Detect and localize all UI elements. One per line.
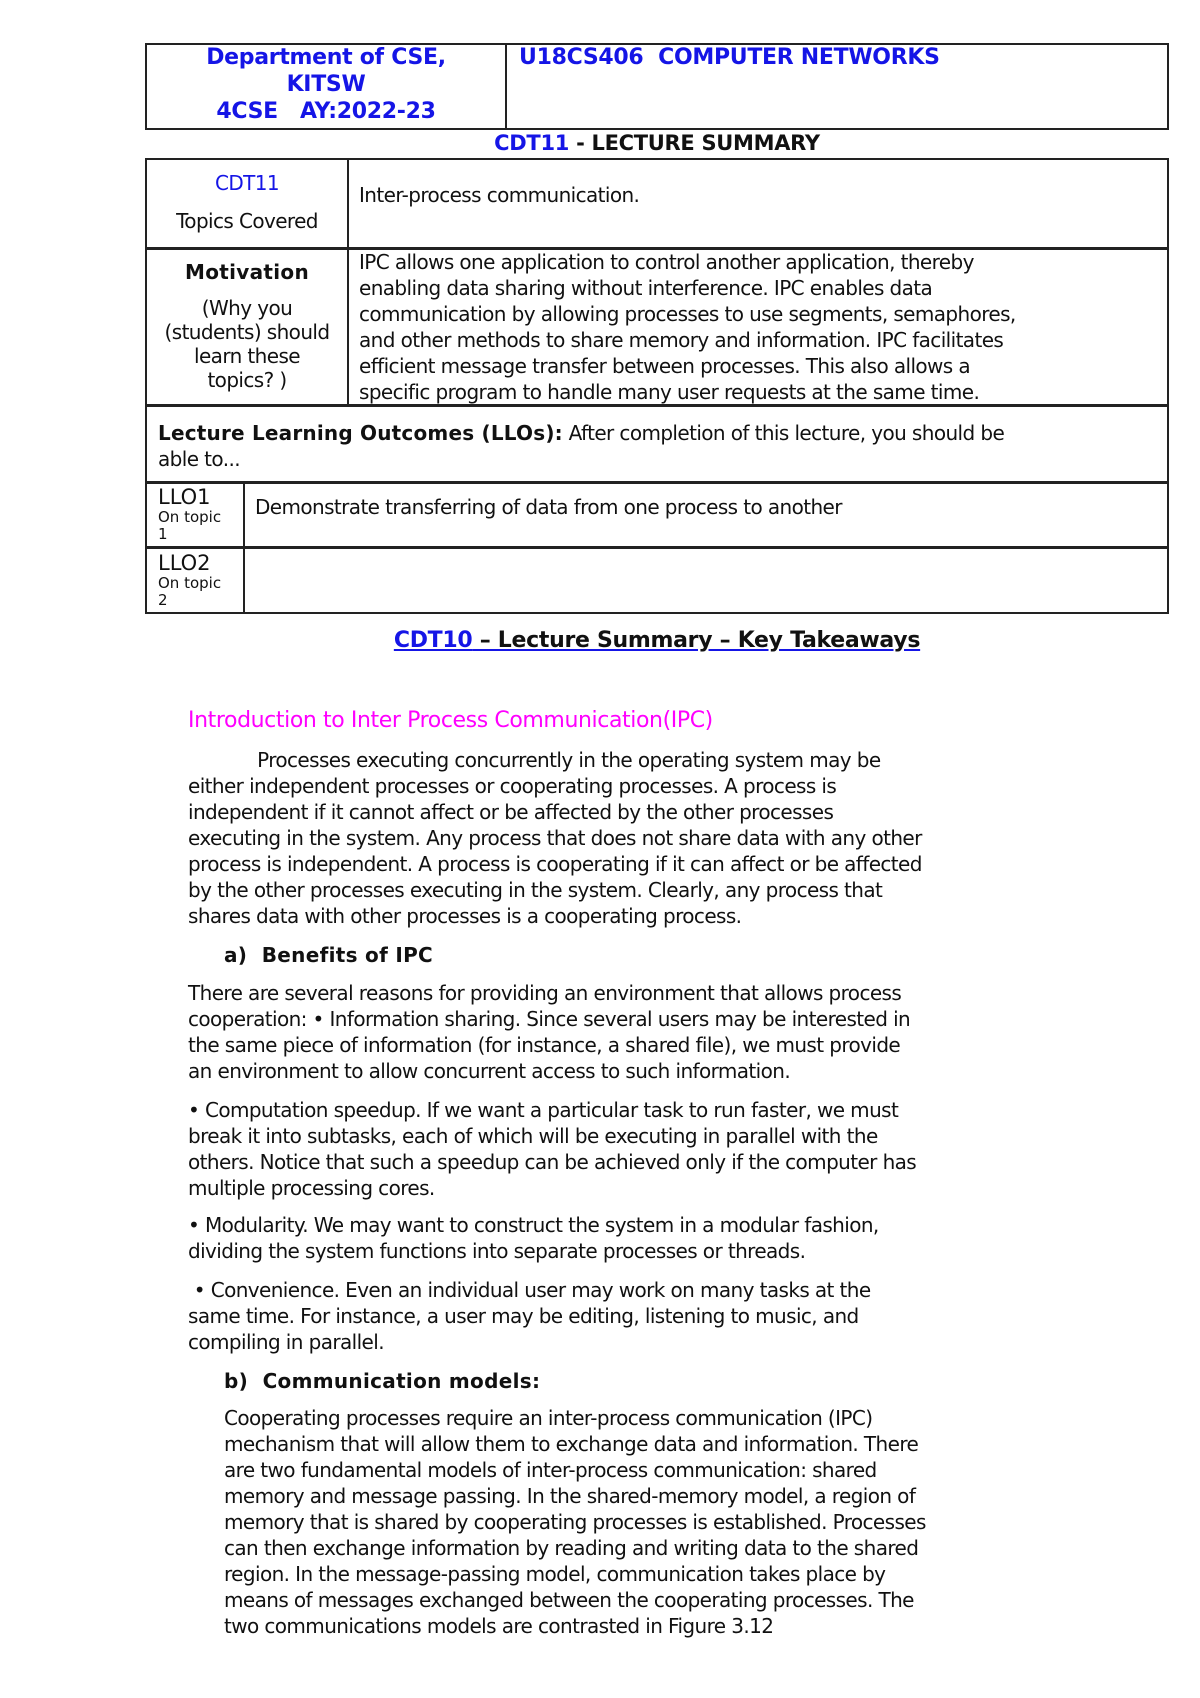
llo-topic: On topic (158, 574, 222, 592)
text-line: compiling in parallel. (188, 1330, 384, 1354)
summary-rest: - LECTURE SUMMARY (569, 131, 820, 155)
takeaways-title (145, 626, 1169, 656)
topics-code: CDT11 (214, 171, 280, 195)
llo-id: LLO1 (158, 485, 211, 509)
motivation-sub: (Why you (201, 296, 293, 320)
topics-label: Topics Covered (176, 209, 318, 233)
text-line: region. In the message-passing model, communication takes place by (224, 1562, 886, 1586)
summary-code: CDT11 (494, 131, 570, 155)
llo-id: LLO2 (158, 551, 211, 575)
text-line: means of messages exchanged between the cooperating processes. The (224, 1588, 914, 1612)
llo2-label (158, 551, 221, 609)
text-line: are two fundamental models of inter-process communication: shared (224, 1458, 877, 1482)
text-line: IPC allows one application to control another application, thereby (359, 250, 974, 274)
motivation-text (359, 249, 1016, 405)
text-line: There are several reasons for providing an environment that allows process (188, 981, 902, 1005)
text-line: executing in the system. Any process that does not share data with any other (188, 826, 922, 850)
models-heading: b) Communication models: (224, 1369, 541, 1393)
text-line: Processes executing concurrently in the operating system may be (188, 748, 881, 772)
text-line: same time. For instance, a user may be editing, listening to music, and (188, 1304, 859, 1328)
department-info (147, 44, 505, 125)
llo-intro-text: able to... (158, 447, 240, 471)
text-line: two communications models are contrasted in Figure 3.12 (224, 1614, 774, 1638)
llo-num: 1 (158, 525, 168, 543)
llo1-text: Demonstrate transferring of data from one process to another (255, 495, 842, 519)
course-title: U18CS406 COMPUTER NETWORKS (519, 45, 940, 70)
text-line: cooperation: • Information sharing. Since several users may be interested in (188, 1007, 911, 1031)
text-line: • Modularity. We may want to construct the system in a modular fashion, (188, 1213, 879, 1237)
llo1-label (158, 485, 221, 543)
llo-intro-text: After completion of this lecture, you should be (562, 421, 1005, 445)
divider (145, 546, 1169, 549)
topics-value: Inter-process communication. (359, 183, 640, 207)
text-line: an environment to allow concurrent access to such information. (188, 1059, 791, 1083)
text-line: specific program to handle many user requests at the same time. (359, 380, 980, 404)
text-line: • Computation speedup. If we want a particular task to run faster, we must (188, 1098, 899, 1122)
takeaways-code: CDT10 (393, 628, 473, 653)
llo-num: 2 (158, 591, 168, 609)
text-line: independent if it cannot affect or be affected by the other processes (188, 800, 834, 824)
paragraph-benefits (188, 980, 910, 1084)
motivation-cell (147, 259, 347, 392)
paragraph-intro (188, 747, 922, 929)
summary-title (145, 129, 1169, 157)
text-line: efficient message transfer between processes. This also allows a (359, 354, 971, 378)
divider (145, 481, 1169, 484)
motivation-sub: (students) should (164, 320, 330, 344)
llo-heading: Lecture Learning Outcomes (LLOs): (158, 421, 563, 445)
motivation-sub: topics? ) (207, 368, 287, 392)
paragraph-convenience (188, 1277, 871, 1355)
text-line: memory that is shared by cooperating processes is established. Processes (224, 1510, 926, 1534)
text-line: mechanism that will allow them to exchange data and information. There (224, 1432, 919, 1456)
paragraph-speedup (188, 1097, 916, 1201)
dept-line: KITSW (286, 72, 366, 97)
text-line: dividing the system functions into separate processes or threads. (188, 1239, 806, 1263)
motivation-sub: learn these (194, 344, 300, 368)
dept-line: Department of CSE, (206, 45, 446, 70)
text-line: either independent processes or cooperating processes. A process is (188, 774, 837, 798)
benefits-heading: a) Benefits of IPC (224, 943, 434, 967)
text-line: others. Notice that such a speedup can be achieved only if the computer has (188, 1150, 917, 1174)
paragraph-modularity (188, 1212, 879, 1264)
topics-cell (147, 170, 347, 234)
text-line: Cooperating processes require an inter-process communication (IPC) (224, 1406, 873, 1430)
text-line: break it into subtasks, each of which will be executing in parallel with the (188, 1124, 878, 1148)
divider (347, 158, 349, 406)
text-line: • Convenience. Even an individual user may work on many tasks at the (188, 1278, 871, 1302)
divider (243, 483, 245, 614)
text-line: by the other processes executing in the system. Clearly, any process that (188, 878, 883, 902)
text-line: can then exchange information by reading and writing data to the shared (224, 1536, 919, 1560)
llo-topic: On topic (158, 508, 222, 526)
text-line: the same piece of information (for instance, a shared file), we must provide (188, 1033, 901, 1057)
divider (505, 43, 507, 130)
llo-intro (158, 420, 1004, 472)
dept-line: 4CSE AY:2022-23 (216, 99, 436, 124)
section-heading: Introduction to Inter Process Communication(IPC) (188, 708, 713, 733)
text-line: communication by allowing processes to use segments, semaphores, (359, 302, 1016, 326)
text-line: shares data with other processes is a cooperating process. (188, 904, 742, 928)
paragraph-models (224, 1405, 926, 1639)
takeaways-rest: – Lecture Summary – Key Takeaways (472, 628, 921, 653)
text-line: memory and message passing. In the shared-memory model, a region of (224, 1484, 916, 1508)
text-line: enabling data sharing without interference. IPC enables data (359, 276, 933, 300)
text-line: and other methods to share memory and information. IPC facilitates (359, 328, 1004, 352)
text-line: process is independent. A process is cooperating if it can affect or be affected (188, 852, 922, 876)
motivation-label: Motivation (185, 260, 309, 284)
text-line: multiple processing cores. (188, 1176, 435, 1200)
